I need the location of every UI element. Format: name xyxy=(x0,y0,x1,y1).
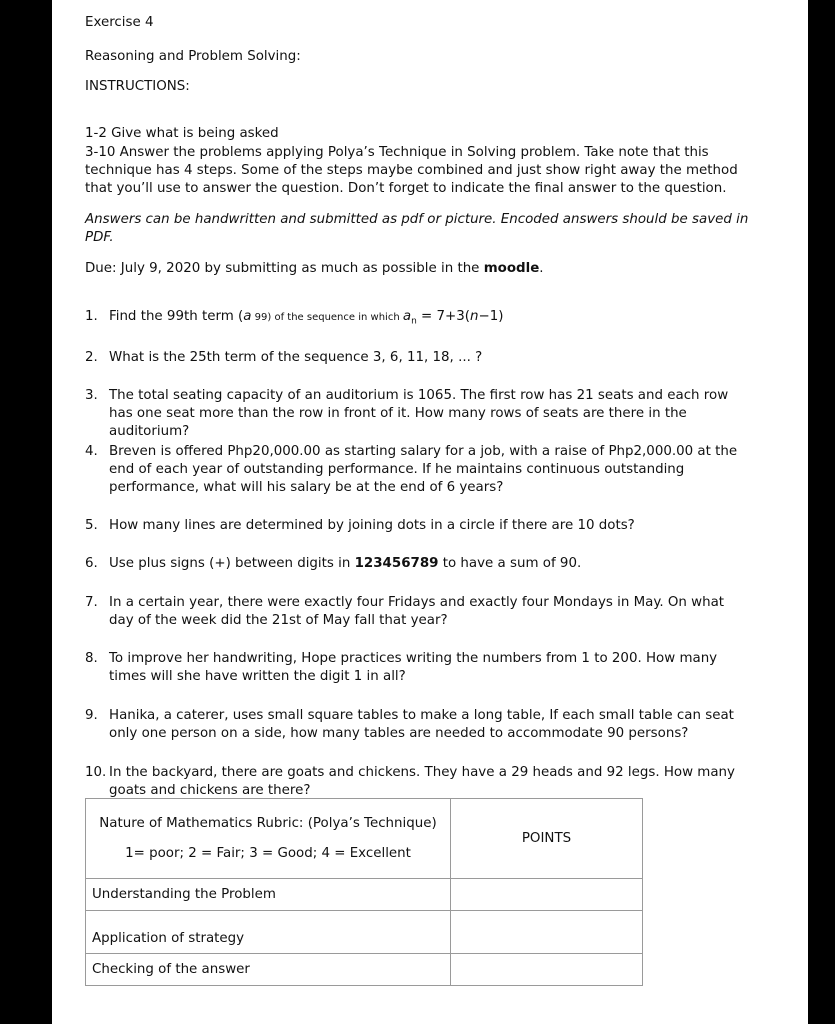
rubric-points-cell xyxy=(451,954,643,986)
due-suffix: . xyxy=(539,261,544,276)
rubric-points-cell xyxy=(451,879,643,911)
problem-number: 3. xyxy=(85,388,98,403)
problem-text: What is the 25th term of the sequence 3, 6, 11, 18, ... ? xyxy=(109,350,483,365)
instruction-line-2: 3-10 Answer the problems applying Polya’s Technique in Solving problem. Take note that this technique has 4 steps. Some of the steps maybe combined and just show right away the method that you’ll use to answer the question. Don’t forget to indicate the final answer to the question. xyxy=(85,145,738,196)
instructions-label: INSTRUCTIONS: xyxy=(85,79,190,94)
problem-number: 8. xyxy=(85,651,98,666)
rubric-criterion: Checking of the answer xyxy=(86,954,451,986)
due-text: Due: July 9, 2020 by submitting as much as possible in the xyxy=(85,261,484,276)
due-date xyxy=(85,260,544,278)
problem-number: 6. xyxy=(85,556,98,571)
rubric-criterion: Application of strategy xyxy=(86,911,451,954)
problem-text: Breven is offered Php20,000.00 as starting salary for a job, with a raise of Php2,000.00 at the end of each year of outstanding performance. If he maintains continuous outstanding performance, what will his salary be at the end of 6 years? xyxy=(109,444,738,495)
exercise-title: Exercise 4 xyxy=(85,15,154,30)
rubric-row xyxy=(86,911,643,954)
problem-text: In a certain year, there were exactly four Fridays and exactly four Mondays in May. On what day of the week did the 21st of May fall that year? xyxy=(109,595,725,628)
problem-text: Find the 99th term (a 99) of the sequence in which $a_n = 7+3(n-1)$ xyxy=(109,309,504,327)
document-page xyxy=(52,0,808,1024)
problem-text: Hanika, a caterer, uses small square tables to make a long table, If each small table can seat only one person on a side, how many tables are needed to accommodate 90 persons? xyxy=(109,708,734,741)
points-header: POINTS xyxy=(451,799,643,879)
rubric-title: Nature of Mathematics Rubric: (Polya’s Technique) xyxy=(99,815,437,831)
moodle-text: moodle xyxy=(483,261,540,276)
rubric-criterion: Understanding the Problem xyxy=(86,879,451,911)
problem-number: 5. xyxy=(85,518,98,533)
problem-number: 9. xyxy=(85,708,98,723)
rubric-header-row xyxy=(86,799,643,879)
rubric-scale: 1= poor; 2 = Fair; 3 = Good; 4 = Excellent xyxy=(125,845,411,861)
problem-number: 4. xyxy=(85,444,98,459)
problem-text: The total seating capacity of an auditorium is 1065. The first row has 21 seats and each row has one seat more than the row in front of it. How many rows of seats are there in the auditorium? xyxy=(109,388,729,439)
problem-number: 1. xyxy=(85,309,98,324)
problem-text: To improve her handwriting, Hope practices writing the numbers from 1 to 200. How many times will she have written the digit 1 in all? xyxy=(109,651,718,684)
rubric-row xyxy=(86,879,643,911)
section-subtitle: Reasoning and Problem Solving: xyxy=(85,49,301,64)
rubric-header-cell xyxy=(86,799,451,879)
submission-note: Answers can be handwritten and submitted as pdf or picture. Encoded answers should be saved in PDF. xyxy=(85,212,749,245)
problem-number: 2. xyxy=(85,350,98,365)
instruction-line-1: 1-2 Give what is being asked xyxy=(85,126,279,141)
problem-text: In the backyard, there are goats and chickens. They have a 29 heads and 92 legs. How many goats and chickens are there? xyxy=(109,765,735,798)
problem-text: Use plus signs (+) between digits in 123456789 to have a sum of 90. xyxy=(109,556,582,571)
rubric-row xyxy=(86,954,643,986)
rubric-table xyxy=(85,798,643,986)
problem-number: 7. xyxy=(85,595,98,610)
problem-text: How many lines are determined by joining dots in a circle if there are 10 dots? xyxy=(109,518,635,533)
rubric-points-cell xyxy=(451,911,643,954)
problem-number: 10. xyxy=(85,765,107,780)
